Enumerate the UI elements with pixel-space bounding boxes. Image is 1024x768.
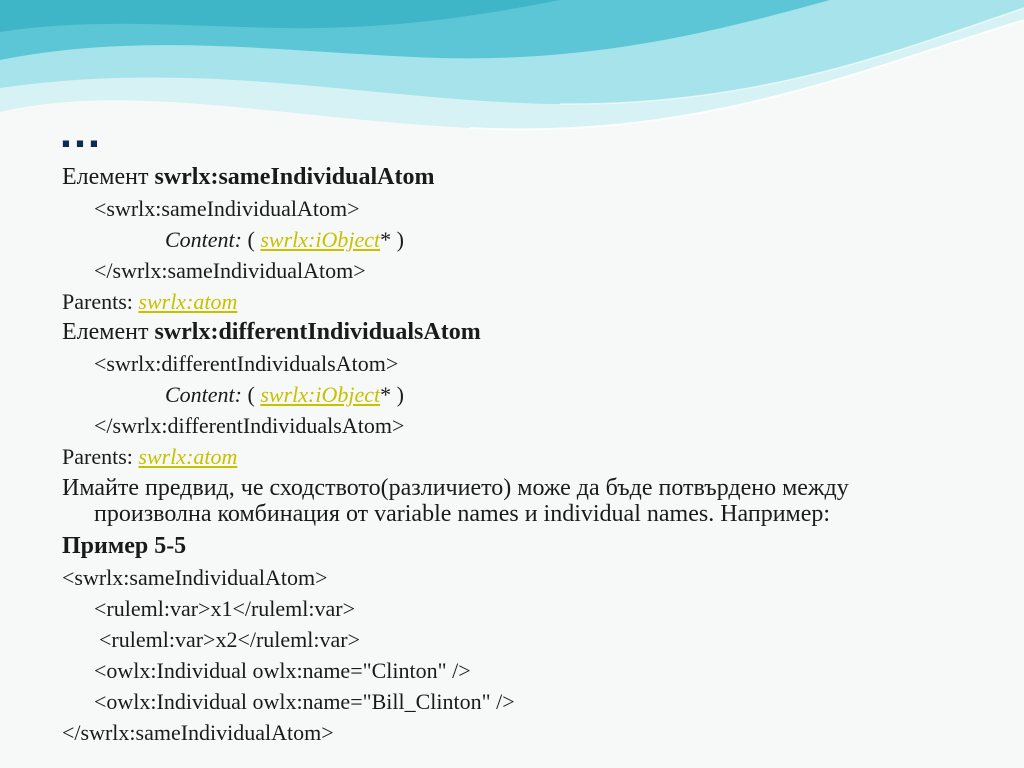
atom-link[interactable]: swrlx:atom: [138, 444, 238, 469]
parents-line-same: Parents: swrlx:atom: [62, 289, 238, 314]
example-code-individual2: <owlx:Individual owlx:name="Bill_Clinton" />: [94, 689, 515, 714]
iobject-link[interactable]: swrlx:iObject: [260, 227, 381, 252]
header-wave-decoration: [0, 0, 1024, 140]
element-heading-same: Елемент swrlx:sameIndividualAtom: [62, 164, 435, 190]
slide-title: …: [58, 108, 104, 157]
code-close-same: </swrlx:sameIndividualAtom>: [94, 258, 366, 283]
example-heading: Пример 5-5: [62, 533, 187, 559]
content-line-different: Content: ( swrlx:iObject* ): [165, 382, 404, 407]
atom-link[interactable]: swrlx:atom: [138, 289, 238, 314]
code-open-different: <swrlx:differentIndividualsAtom>: [94, 351, 399, 376]
note-paragraph: Имайте предвид, че сходството(различието) може да бъде потвърдено между произволна комбинация от variable names и individual names. Например:: [62, 475, 849, 527]
example-code-var1: <ruleml:var>x1</ruleml:var>: [94, 596, 356, 621]
content-line-same: Content: ( swrlx:iObject* ): [165, 227, 404, 252]
code-close-different: </swrlx:differentIndividualsAtom>: [94, 413, 405, 438]
example-code-individual1: <owlx:Individual owlx:name="Clinton" />: [94, 658, 471, 683]
code-open-same: <swrlx:sameIndividualAtom>: [94, 196, 360, 221]
example-code-open: <swrlx:sameIndividualAtom>: [62, 565, 328, 590]
parents-line-different: Parents: swrlx:atom: [62, 444, 238, 469]
example-code-var2: <ruleml:var>x2</ruleml:var>: [99, 627, 361, 652]
element-heading-different: Елемент swrlx:differentIndividualsAtom: [62, 319, 481, 345]
example-code-close: </swrlx:sameIndividualAtom>: [62, 720, 334, 745]
iobject-link[interactable]: swrlx:iObject: [260, 382, 381, 407]
slide-body: [62, 162, 982, 748]
